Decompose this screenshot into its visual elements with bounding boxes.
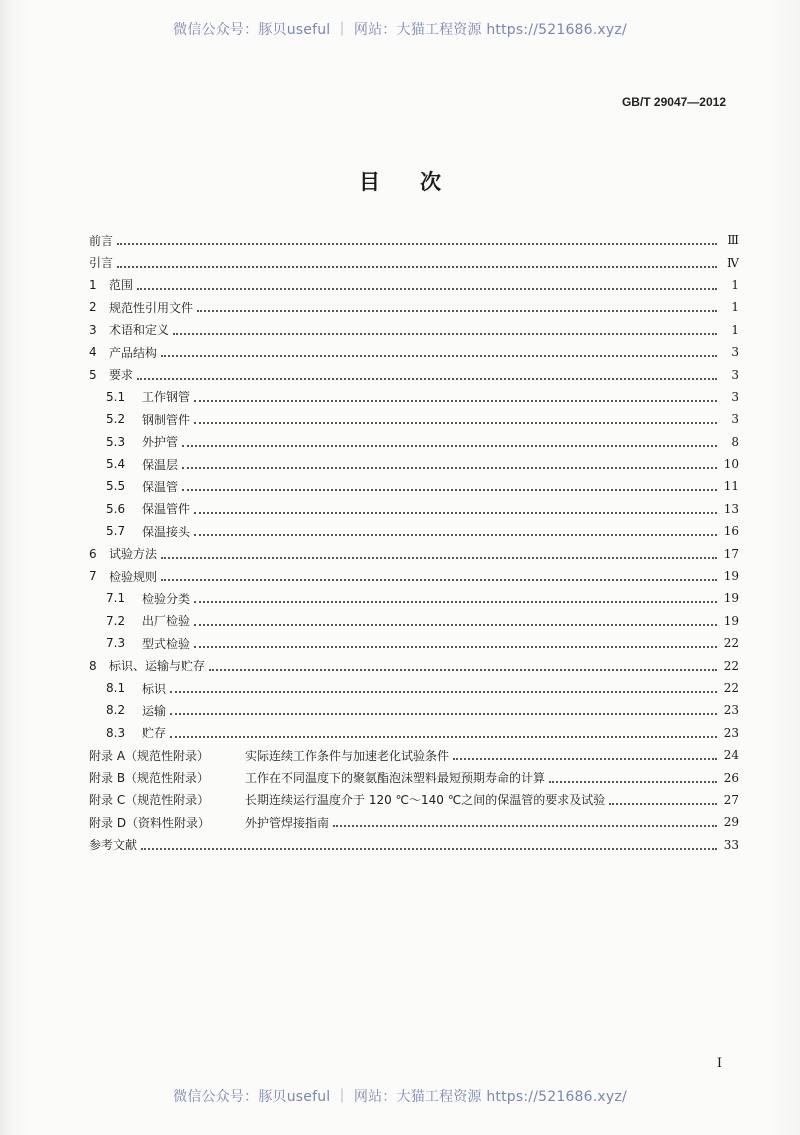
- toc-entry-number: 8.1: [106, 681, 126, 695]
- toc-leader-dots: [194, 500, 717, 514]
- toc-entry-page: 23: [723, 703, 739, 718]
- toc-entry-page: 17: [723, 546, 739, 561]
- toc-leader-dots: [117, 231, 717, 245]
- toc-leader-dots: [453, 746, 717, 760]
- toc-entry-label: 出厂检验: [142, 614, 191, 629]
- toc-entry[interactable]: [89, 789, 739, 811]
- toc-leader-dots: [161, 545, 717, 559]
- toc-entry-label: 标识、运输与贮存: [109, 659, 206, 674]
- toc-entry[interactable]: [89, 811, 739, 833]
- toc-entry[interactable]: [89, 834, 739, 856]
- toc-entry[interactable]: [89, 498, 739, 520]
- page-title: 目次: [359, 170, 481, 194]
- toc-entry-page: 29: [723, 815, 739, 830]
- toc-entry-label: 型式检验: [142, 636, 191, 651]
- toc-entry-page: Ⅳ: [727, 255, 739, 270]
- toc-entry-label: 术语和定义: [109, 323, 170, 338]
- toc-entry-label: 引言: [89, 256, 114, 271]
- toc-entry-page: 1: [731, 300, 739, 315]
- toc-entry-number: 7.1: [106, 591, 126, 606]
- toc-entry[interactable]: [89, 453, 739, 475]
- toc-entry-label: 检验规则: [109, 569, 158, 584]
- toc-entry-page: 1: [731, 322, 739, 337]
- toc-entry[interactable]: [89, 766, 739, 788]
- toc-entry-label: 钢制管件: [142, 412, 191, 427]
- toc-entry-page: 19: [723, 569, 739, 584]
- toc-entry[interactable]: [89, 251, 739, 273]
- toc-entry-number: 7.3: [106, 636, 126, 651]
- toc-entry-number: 8.2: [106, 703, 126, 718]
- toc-entry-number: 8: [89, 658, 97, 673]
- toc-leader-dots: [182, 477, 717, 491]
- toc-leader-dots: [182, 433, 717, 447]
- toc-entry[interactable]: [89, 274, 739, 296]
- toc-entry[interactable]: [89, 341, 739, 363]
- toc-entry-label: 范围: [109, 278, 134, 293]
- toc-leader-dots: [194, 388, 717, 402]
- toc-entry-page: 10: [723, 457, 739, 472]
- toc-entry-label: 运输: [142, 703, 167, 718]
- toc-entry[interactable]: [89, 632, 739, 654]
- toc-entry-number: 2: [89, 300, 97, 315]
- toc-entry-label: 长期连续运行温度介于 120 ℃～140 ℃之间的保温管的要求及试验: [245, 793, 606, 808]
- toc-leader-dots: [197, 298, 717, 312]
- toc-entry-number: 附录 D（资料性附录）: [89, 815, 211, 830]
- toc-entry[interactable]: [89, 654, 739, 676]
- toc-entry[interactable]: [89, 565, 739, 587]
- toc-leader-dots: [173, 321, 717, 335]
- toc-entry[interactable]: [89, 431, 739, 453]
- toc-entry-page: 22: [723, 636, 739, 651]
- toc-entry-number: 8.3: [106, 725, 126, 740]
- toc-leader-dots: [194, 522, 717, 536]
- table-of-contents: [89, 229, 739, 856]
- toc-leader-dots: [137, 276, 717, 290]
- toc-entry-label: 贮存: [142, 726, 167, 741]
- toc-entry[interactable]: [89, 229, 739, 251]
- toc-entry-page: 1: [731, 277, 739, 292]
- toc-entry-number: 4: [89, 345, 97, 360]
- toc-entry-page: 27: [723, 792, 739, 807]
- toc-entry-label: 保温接头: [142, 524, 191, 539]
- toc-entry-label: 要求: [109, 368, 134, 383]
- toc-entry-page: 22: [723, 681, 739, 695]
- toc-leader-dots: [609, 791, 717, 805]
- toc-leader-dots: [170, 701, 717, 715]
- toc-entry-page: 3: [731, 367, 739, 382]
- toc-leader-dots: [161, 343, 717, 357]
- toc-entry-page: 26: [723, 770, 739, 785]
- toc-entry-number: 7.2: [106, 613, 126, 628]
- toc-leader-dots: [170, 724, 717, 738]
- toc-entry-page: 24: [723, 748, 739, 763]
- toc-entry-number: 3: [89, 322, 97, 337]
- toc-leader-dots: [549, 769, 717, 783]
- toc-leader-dots: [194, 589, 717, 603]
- toc-entry-number: 5.4: [106, 457, 126, 472]
- toc-entry-label: 规范性引用文件: [109, 300, 194, 315]
- toc-entry-page: 8: [731, 434, 739, 449]
- toc-entry-number: 5: [89, 367, 97, 382]
- watermark-bottom: 微信公众号：豚贝useful ｜ 网站：大猫工程资源 https://521686.xyz/: [173, 1089, 627, 1105]
- toc-entry[interactable]: [89, 475, 739, 497]
- toc-entry[interactable]: [89, 610, 739, 632]
- toc-leader-dots: [182, 455, 717, 469]
- toc-entry-page: 13: [723, 501, 739, 516]
- toc-leader-dots: [170, 679, 717, 693]
- toc-entry-number: 7: [89, 569, 97, 584]
- toc-entry-label: 产品结构: [109, 345, 158, 360]
- toc-entry-page: 19: [723, 591, 739, 606]
- toc-entry-label: 保温层: [142, 457, 179, 472]
- toc-leader-dots: [333, 813, 717, 827]
- toc-entry[interactable]: [89, 542, 739, 564]
- toc-entry-page: 23: [723, 725, 739, 740]
- toc-entry[interactable]: [89, 587, 739, 609]
- toc-entry-page: 3: [731, 389, 739, 404]
- watermark-top: 微信公众号：豚贝useful ｜ 网站：大猫工程资源 https://521686.xyz/: [173, 22, 627, 38]
- toc-entry-label: 工作在不同温度下的聚氨酯泡沫塑料最短预期寿命的计算: [245, 771, 546, 786]
- toc-leader-dots: [117, 254, 717, 268]
- toc-entry-page: 16: [723, 524, 739, 539]
- toc-entry-label: 检验分类: [142, 591, 191, 606]
- toc-entry-number: 1: [89, 277, 97, 292]
- toc-entry-number: 附录 C（规范性附录）: [89, 793, 210, 808]
- toc-entry-label: 实际连续工作条件与加速老化试验条件: [245, 748, 450, 763]
- toc-entry-label: 前言: [89, 233, 114, 248]
- toc-entry-page: 33: [723, 837, 739, 852]
- toc-entry-page: 3: [731, 412, 739, 427]
- toc-entry[interactable]: [89, 520, 739, 542]
- toc-leader-dots: [137, 366, 717, 380]
- toc-entry-number: 附录 A（规范性附录）: [89, 748, 210, 763]
- toc-leader-dots: [194, 410, 717, 424]
- toc-entry[interactable]: [89, 296, 739, 318]
- toc-entry-label: 参考文献: [89, 838, 138, 853]
- toc-entry-number: 6: [89, 546, 97, 561]
- toc-entry-label: 外护管: [142, 435, 179, 450]
- toc-entry-page: 22: [723, 658, 739, 673]
- toc-entry[interactable]: [89, 363, 739, 385]
- toc-entry[interactable]: [89, 386, 739, 408]
- toc-leader-dots: [161, 567, 717, 581]
- toc-entry-label: 工作钢管: [142, 390, 191, 405]
- toc-entry-number: 5.3: [106, 434, 126, 449]
- toc-entry[interactable]: [89, 319, 739, 341]
- toc-entry-label: 保温管件: [142, 502, 191, 517]
- toc-entry-number: 附录 B（规范性附录）: [89, 771, 210, 786]
- page-number: I: [716, 1056, 722, 1071]
- toc-entry-number: 5.1: [106, 389, 126, 404]
- toc-entry[interactable]: [89, 677, 739, 699]
- toc-entry-page: 11: [723, 479, 739, 494]
- toc-entry-number: 5.5: [106, 479, 126, 494]
- toc-entry-number: 5.7: [106, 524, 126, 539]
- toc-entry-label: 试验方法: [109, 547, 158, 562]
- toc-entry-number: 5.6: [106, 501, 126, 516]
- toc-entry[interactable]: [89, 722, 739, 744]
- toc-entry[interactable]: [89, 699, 739, 721]
- toc-entry-page: 19: [723, 613, 739, 628]
- toc-leader-dots: [141, 836, 717, 850]
- toc-leader-dots: [194, 612, 717, 626]
- toc-entry[interactable]: [89, 408, 739, 430]
- toc-leader-dots: [209, 657, 717, 671]
- toc-entry-number: 5.2: [106, 412, 126, 427]
- toc-entry-page: 3: [731, 345, 739, 360]
- toc-entry-page: Ⅲ: [727, 233, 739, 248]
- standard-number: GB/T 29047—2012: [621, 95, 726, 109]
- toc-entry-label: 标识: [142, 681, 167, 696]
- toc-entry-label: 保温管: [142, 479, 179, 494]
- toc-entry[interactable]: [89, 744, 739, 766]
- toc-leader-dots: [194, 634, 717, 648]
- toc-entry-label: 外护管焊接指南: [245, 815, 330, 830]
